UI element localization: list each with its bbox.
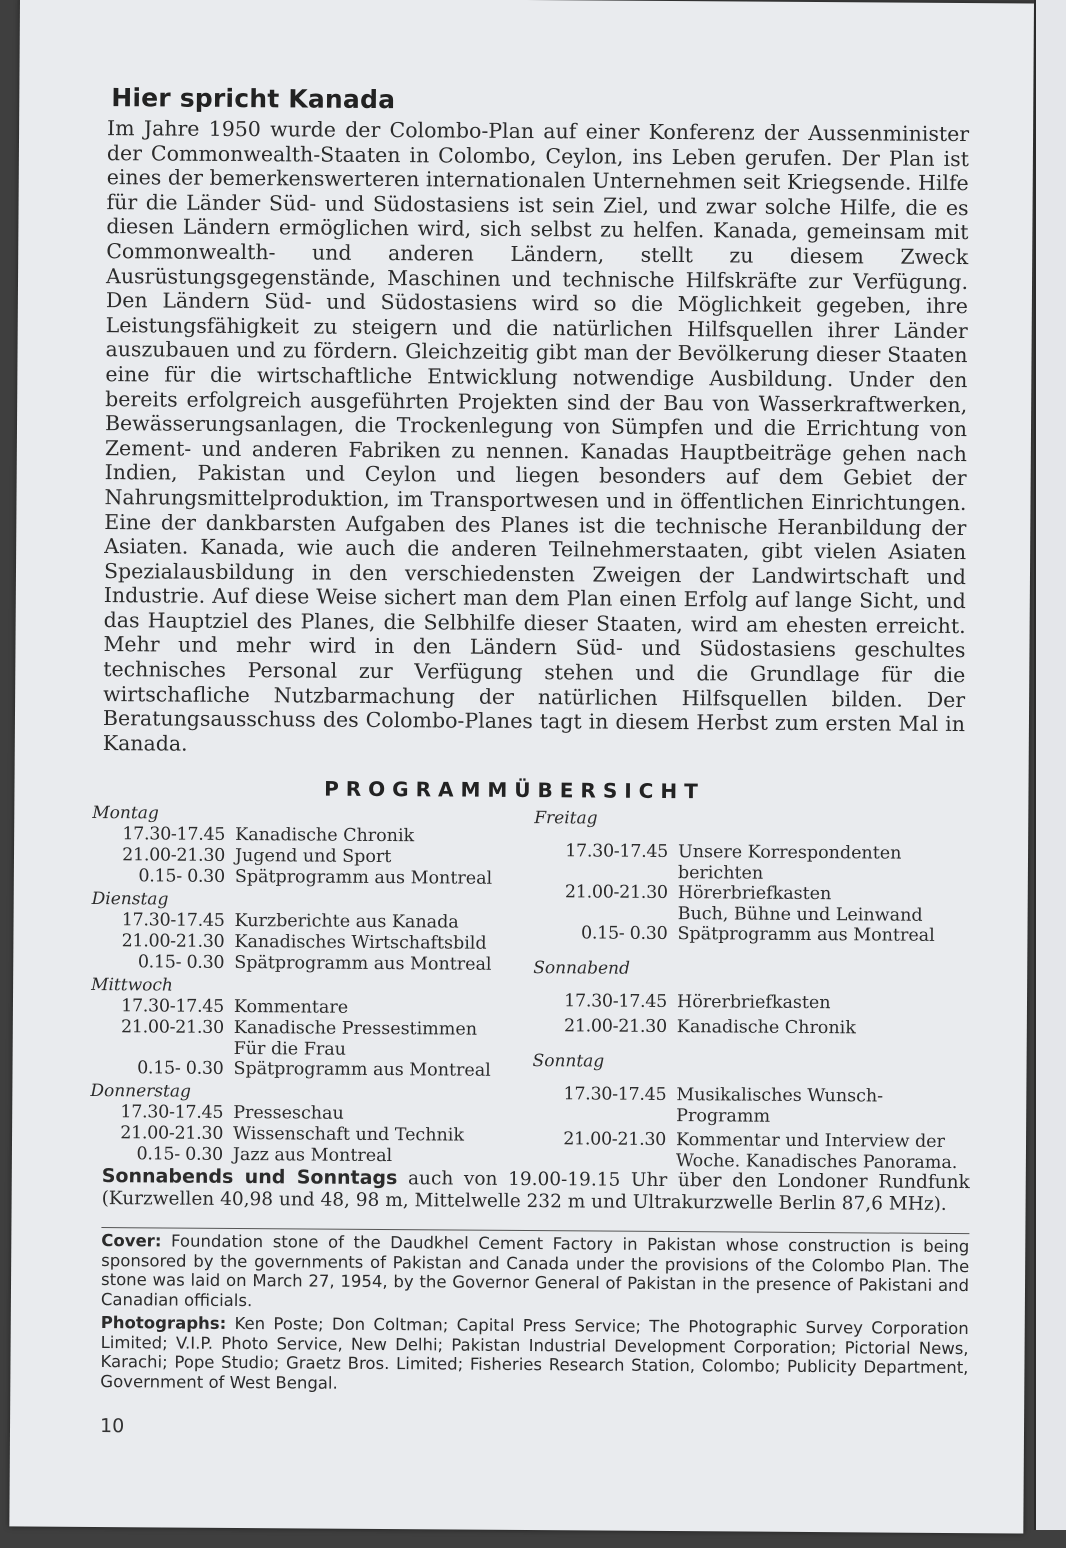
show-title: Spätprogramm aus Montreal <box>234 952 492 975</box>
schedule-row <box>92 845 532 869</box>
show-subtitle: berichten <box>677 863 764 884</box>
credits-block <box>100 1231 969 1401</box>
show-subtitle: Woche. Kanadisches Panorama. <box>675 1151 958 1174</box>
time-slot: 0.15- 0.30 <box>136 1144 223 1165</box>
article-body: Im Jahre 1950 wurde der Colombo-Plan auf einer Konferenz der Aussenminister der Commonwealth-Staaten in Colombo, Ceylon, ins Leben gerufen. Der Plan ist eines der bemerkenswerteren internationalen Unternehmen seit Kriegsende. Hilfe für die Länder Süd- und Südostasiens ist sein Ziel, und zwar solche Hilfe, die es diesen Ländern ermöglichen wird, sich selbst zu helfen. Kanada, gemeinsam mit Commonwealth- und anderen Ländern, stellt zu diesem Zweck Ausrüstungsgegenstände, Maschinen und technische Hilfskräfte zur Verfügung. Den Ländern Süd- und Südostasiens wird so die Möglichkeit gegeben, ihre Leistungsfähigkeit zu steigern und die natürlichen Hilfsquellen ihrer Länder auszubauen und zu fördern. Gleichzeitig gibt man der Bevölkerung dieser Staaten eine für die wirtschaftliche Entwicklung notwendige Ausbildung. Under den bereits erfolgreich ausgeführten Projekten sind der Bau von Wasserkraftwerken, Bewässerungsanlagen, die Trockenlegung von Sümpfen und die Errichtung von Zement- und anderen Fabriken zu nennen. Kanadas Hauptbeiträge gehen nach Indien, Pakistan und Ceylon und liegen besonders auf dem Gebiet der Nahrungsmittelproduktion, im Transportwesen und in öffentlichen Einrichtungen. Eine der dankbarsten Aufgaben des Planes ist die technische Heranbildung der Asiaten. Kanada, wie auch die anderen Teilnehmerstaaten, gibt vielen Asiaten Spezialausbildung in den verschiedensten Zweigen der Landwirtschaft und Industrie. Auf diese Weise sichert man dem Plan einen Erfolg auf lange Sicht, und das Hauptziel des Planes, die Selbhilfe dieser Staaten, wird am ehesten erreicht. Mehr und mehr wird in den Ländern Süd- und Südostasiens geschultes technisches Personal zur Verfügung stehen und die Grundlage für die wirtschafliche Nutzbarmachung der natürlichen Hilfsquellen bilden. Der Beratungsausschuss des Colombo-Planes tagt in diesem Herbst zum ersten Mal in Kanada. <box>102 116 970 756</box>
time-slot: 17.30-17.45 <box>121 996 225 1017</box>
schedule-row <box>92 866 532 890</box>
schedule-row <box>90 1144 530 1168</box>
schedule-row <box>533 1016 983 1040</box>
time-slot: 21.00-21.30 <box>564 882 668 904</box>
adjacent-page-edge <box>1034 0 1066 1530</box>
cover-note-lead: Cover: <box>101 1231 162 1251</box>
show-title: Hörerbriefkasten <box>677 883 832 905</box>
schedule-row <box>532 1129 982 1153</box>
photo-credits-lead: Photographs: <box>100 1313 227 1333</box>
show-title: Kurzberichte aus Kanada <box>234 910 459 933</box>
weekend-note <box>102 1165 970 1216</box>
photo-credits <box>100 1313 969 1397</box>
weekend-note-lead: Sonnabends und Sonntags <box>101 1165 398 1190</box>
schedule-row <box>91 1017 531 1041</box>
time-slot: 21.00-21.30 <box>120 1017 224 1038</box>
weekend-note-text: auch von 19.00-19.15 Uhr über den Londoner Rundfunk (Kurzwellen 40,98 und 48, 98 m, Mittelwelle 232 m und Ultrakurzwelle Berlin 87,6 MHz). <box>101 1168 970 1215</box>
show-subtitle: Für die Frau <box>233 1038 347 1060</box>
schedule-row <box>91 996 531 1020</box>
schedule-row <box>533 991 983 1015</box>
day-label: Sonnabend <box>533 958 630 979</box>
show-subtitle: Programm <box>676 1106 771 1127</box>
time-slot: 21.00-21.30 <box>563 1129 667 1150</box>
time-slot: 21.00-21.30 <box>120 1123 224 1144</box>
schedule-row <box>533 923 983 947</box>
schedule-left-column <box>90 801 533 1168</box>
show-title: Hörerbriefkasten <box>676 992 831 1014</box>
show-title: Presseschau <box>233 1102 344 1124</box>
time-slot: 21.00-21.30 <box>122 845 226 866</box>
show-title: Wissenschaft und Technik <box>233 1123 465 1146</box>
show-title: Spätprogramm aus Montreal <box>233 1058 491 1081</box>
time-slot: 17.30-17.45 <box>565 841 669 863</box>
schedule-row <box>91 910 531 934</box>
time-slot: 17.30-17.45 <box>564 991 668 1013</box>
show-title: Jugend und Sport <box>234 845 392 868</box>
show-title: Spätprogramm aus Montreal <box>234 866 493 889</box>
schedule-row <box>534 841 984 865</box>
schedule-row <box>92 824 532 848</box>
day-label: Mittwoch <box>91 974 173 996</box>
time-slot: 21.00-21.30 <box>121 931 225 952</box>
day-label: Donnerstag <box>90 1080 191 1102</box>
schedule-right-column <box>532 806 985 1173</box>
show-title: Kanadisches Wirtschaftsbild <box>234 931 487 954</box>
schedule-row <box>90 1123 530 1147</box>
schedule-row <box>91 931 531 955</box>
show-title: Kanadische Chronik <box>676 1017 856 1039</box>
schedule-row <box>534 882 984 906</box>
programme-title: PROGRAMMÜBERSICHT <box>324 776 705 804</box>
magazine-page <box>9 0 1034 1534</box>
cover-note <box>101 1231 970 1315</box>
cover-note-text: Foundation stone of the Daudkhel Cement Factory in Pakistan whose construction is being sponsored by the governments of Pakistan and Canada under the provisions of the Colombo Plan. The stone was laid on March 27, 1954, by the Governor General of Pakistan in the presence of Pakistani and Canadian officials. <box>100 1231 970 1310</box>
show-title: Unsere Korrespondenten <box>677 842 902 864</box>
show-title: Kommentar und Interview der <box>675 1130 946 1152</box>
time-slot: 17.30-17.45 <box>563 1084 667 1105</box>
photo-credits-text: Ken Poste; Don Coltman; Capital Press Service; The Photographic Survey Corporation Limited; V.I.P. Photo Service, New Delhi; Pakistan Industrial Development Corporation; Pictorial News, Karachi; Pope Studio; Graetz Bros. Limited; Fisheries Research Station, Colombo; Publicity Department, Government of West Bengal. <box>100 1313 969 1393</box>
time-slot: 17.30-17.45 <box>122 824 226 845</box>
show-title: Jazz aus Montreal <box>232 1144 393 1167</box>
day-label: Sonntag <box>532 1051 605 1072</box>
show-title: Musikalisches Wunsch- <box>676 1085 884 1107</box>
time-slot: 0.15- 0.30 <box>581 923 668 945</box>
time-slot: 0.15- 0.30 <box>137 952 225 973</box>
schedule-row <box>90 1058 530 1082</box>
show-subtitle: Buch, Bühne und Leinwand <box>677 904 923 926</box>
day-label: Montag <box>92 802 159 824</box>
schedule-row <box>90 1102 530 1126</box>
day-label: Freitag <box>534 808 598 829</box>
article-heading: Hier spricht Kanada <box>111 83 396 115</box>
page-number: 10 <box>99 1415 125 1438</box>
time-slot: 17.30-17.45 <box>121 910 225 931</box>
schedule-row <box>532 1084 982 1108</box>
show-title: Kanadische Chronik <box>235 824 415 847</box>
schedule-row <box>91 952 531 976</box>
show-title: Kommentare <box>233 996 349 1018</box>
time-slot: 17.30-17.45 <box>120 1102 224 1123</box>
show-title: Spätprogramm aus Montreal <box>677 924 935 946</box>
day-label: Dienstag <box>91 888 169 910</box>
show-title: Kanadische Pressestimmen <box>233 1017 478 1040</box>
time-slot: 21.00-21.30 <box>563 1016 667 1038</box>
time-slot: 0.15- 0.30 <box>137 1058 224 1079</box>
time-slot: 0.15- 0.30 <box>138 866 225 887</box>
